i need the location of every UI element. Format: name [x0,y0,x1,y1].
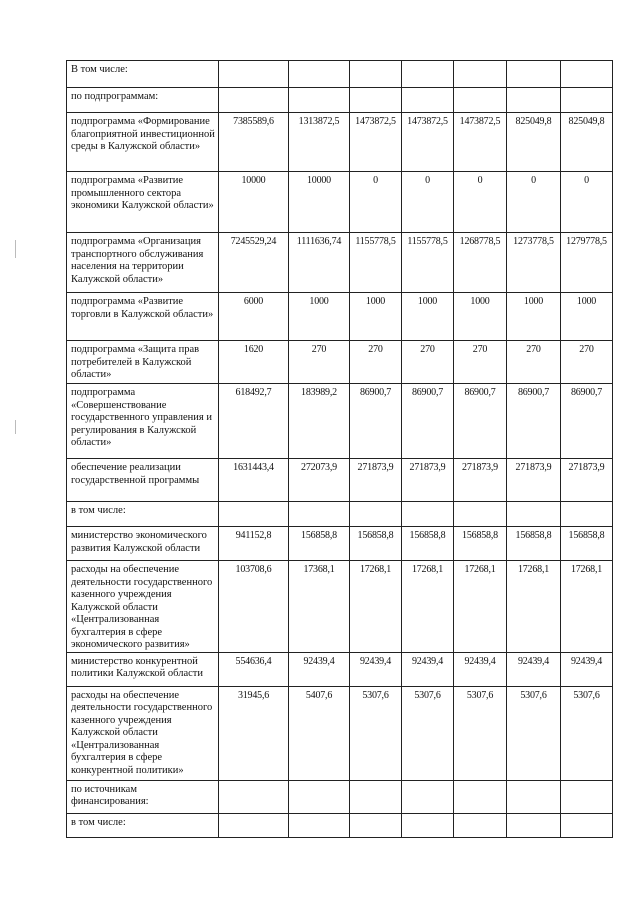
value-cell: 17268,1 [507,561,561,653]
value-cell: 941152,8 [219,527,289,561]
value-cell: 1155778,5 [402,233,454,293]
value-cell: 271873,9 [350,459,402,502]
value-cell [561,502,613,527]
row-label: подпрограмма «Совершенствование государственного управления и регулирования в Калужской области» [67,384,219,459]
value-cell: 156858,8 [454,527,507,561]
value-cell [350,88,402,113]
row-label: подпрограмма «Формирование благоприятной инвестиционной среды в Калужской области» [67,113,219,172]
value-cell [289,61,350,88]
row-label: подпрограмма «Организация транспортного обслуживания населения на территории Калужской области» [67,233,219,293]
value-cell: 1473872,5 [454,113,507,172]
value-cell [507,813,561,837]
value-cell: 272073,9 [289,459,350,502]
value-cell: 92439,4 [507,652,561,686]
value-cell: 1000 [289,293,350,341]
row-label: по источникам финансирования: [67,780,219,813]
table-row [67,652,613,686]
value-cell [507,61,561,88]
value-cell: 270 [289,341,350,384]
value-cell: 825049,8 [507,113,561,172]
table-row [67,88,613,113]
value-cell [219,88,289,113]
value-cell: 5307,6 [402,686,454,780]
value-cell: 1155778,5 [350,233,402,293]
value-cell [289,813,350,837]
value-cell [454,88,507,113]
value-cell: 86900,7 [507,384,561,459]
value-cell: 156858,8 [289,527,350,561]
value-cell: 92439,4 [289,652,350,686]
value-cell [402,61,454,88]
value-cell [454,813,507,837]
value-cell: 0 [507,172,561,233]
table-row [67,113,613,172]
table-row [67,686,613,780]
value-cell: 17268,1 [402,561,454,653]
value-cell: 92439,4 [454,652,507,686]
value-cell: 10000 [289,172,350,233]
value-cell [350,502,402,527]
value-cell: 1000 [350,293,402,341]
table-row [67,233,613,293]
scan-artifact [15,240,16,258]
value-cell: 1279778,5 [561,233,613,293]
value-cell: 1111636,74 [289,233,350,293]
value-cell [219,61,289,88]
value-cell: 1000 [402,293,454,341]
value-cell: 92439,4 [402,652,454,686]
row-label: по подпрограммам: [67,88,219,113]
value-cell: 554636,4 [219,652,289,686]
value-cell [507,88,561,113]
value-cell: 1000 [561,293,613,341]
value-cell: 86900,7 [402,384,454,459]
row-label: обеспечение реализации государственной программы [67,459,219,502]
row-label: в том числе: [67,502,219,527]
value-cell [289,502,350,527]
table-row [67,780,613,813]
value-cell [561,88,613,113]
value-cell: 270 [561,341,613,384]
value-cell: 270 [507,341,561,384]
value-cell: 618492,7 [219,384,289,459]
table-row [67,61,613,88]
value-cell [350,61,402,88]
value-cell: 7245529,24 [219,233,289,293]
value-cell [219,813,289,837]
table-row [67,341,613,384]
value-cell [402,780,454,813]
value-cell: 86900,7 [561,384,613,459]
value-cell [219,502,289,527]
value-cell: 7385589,6 [219,113,289,172]
scan-artifact [15,420,16,434]
value-cell [289,88,350,113]
value-cell: 17368,1 [289,561,350,653]
value-cell: 0 [350,172,402,233]
value-cell: 5307,6 [454,686,507,780]
row-label: расходы на обеспечение деятельности государственного казенного учреждения Калужской области «Централизованная бухгалтерия в сфере экономического развития» [67,561,219,653]
value-cell: 1273778,5 [507,233,561,293]
table-row [67,527,613,561]
value-cell: 17268,1 [561,561,613,653]
value-cell [402,502,454,527]
value-cell: 6000 [219,293,289,341]
row-label: в том числе: [67,813,219,837]
value-cell: 5407,6 [289,686,350,780]
row-label: подпрограмма «Развитие промышленного сектора экономики Калужской области» [67,172,219,233]
value-cell: 1268778,5 [454,233,507,293]
value-cell: 103708,6 [219,561,289,653]
value-cell [454,780,507,813]
value-cell [289,780,350,813]
table-row [67,813,613,837]
value-cell: 0 [561,172,613,233]
value-cell: 156858,8 [507,527,561,561]
value-cell: 825049,8 [561,113,613,172]
row-label: подпрограмма «Защита прав потребителей в Калужской области» [67,341,219,384]
value-cell: 156858,8 [350,527,402,561]
value-cell: 183989,2 [289,384,350,459]
value-cell: 1620 [219,341,289,384]
value-cell: 31945,6 [219,686,289,780]
value-cell [350,780,402,813]
value-cell [561,780,613,813]
value-cell: 270 [402,341,454,384]
value-cell: 270 [350,341,402,384]
value-cell: 1313872,5 [289,113,350,172]
value-cell [561,61,613,88]
value-cell: 1000 [454,293,507,341]
value-cell: 0 [402,172,454,233]
value-cell: 86900,7 [350,384,402,459]
table-row [67,502,613,527]
value-cell: 271873,9 [507,459,561,502]
value-cell: 92439,4 [561,652,613,686]
value-cell: 1473872,5 [350,113,402,172]
value-cell: 156858,8 [402,527,454,561]
value-cell: 17268,1 [454,561,507,653]
value-cell [219,780,289,813]
value-cell: 1631443,4 [219,459,289,502]
value-cell [350,813,402,837]
value-cell: 0 [454,172,507,233]
table-row [67,561,613,653]
table-body [67,61,613,838]
table-row [67,293,613,341]
value-cell [402,88,454,113]
value-cell [454,502,507,527]
table-row [67,459,613,502]
table-row [67,172,613,233]
value-cell: 92439,4 [350,652,402,686]
value-cell: 17268,1 [350,561,402,653]
value-cell: 86900,7 [454,384,507,459]
value-cell: 5307,6 [350,686,402,780]
value-cell: 271873,9 [561,459,613,502]
value-cell: 1000 [507,293,561,341]
value-cell: 271873,9 [402,459,454,502]
value-cell: 1473872,5 [402,113,454,172]
value-cell: 271873,9 [454,459,507,502]
value-cell: 10000 [219,172,289,233]
value-cell [454,61,507,88]
value-cell [507,502,561,527]
row-label: расходы на обеспечение деятельности государственного казенного учреждения Калужской области «Централизованная бухгалтерия в сфере конкурентной политики» [67,686,219,780]
financing-table [66,60,613,838]
value-cell [561,813,613,837]
value-cell: 156858,8 [561,527,613,561]
value-cell: 5307,6 [507,686,561,780]
table-row [67,384,613,459]
row-label: министерство экономического развития Калужской области [67,527,219,561]
value-cell: 5307,6 [561,686,613,780]
row-label: В том числе: [67,61,219,88]
value-cell [402,813,454,837]
row-label: министерство конкурентной политики Калужской области [67,652,219,686]
row-label: подпрограмма «Развитие торговли в Калужской области» [67,293,219,341]
value-cell: 270 [454,341,507,384]
value-cell [507,780,561,813]
